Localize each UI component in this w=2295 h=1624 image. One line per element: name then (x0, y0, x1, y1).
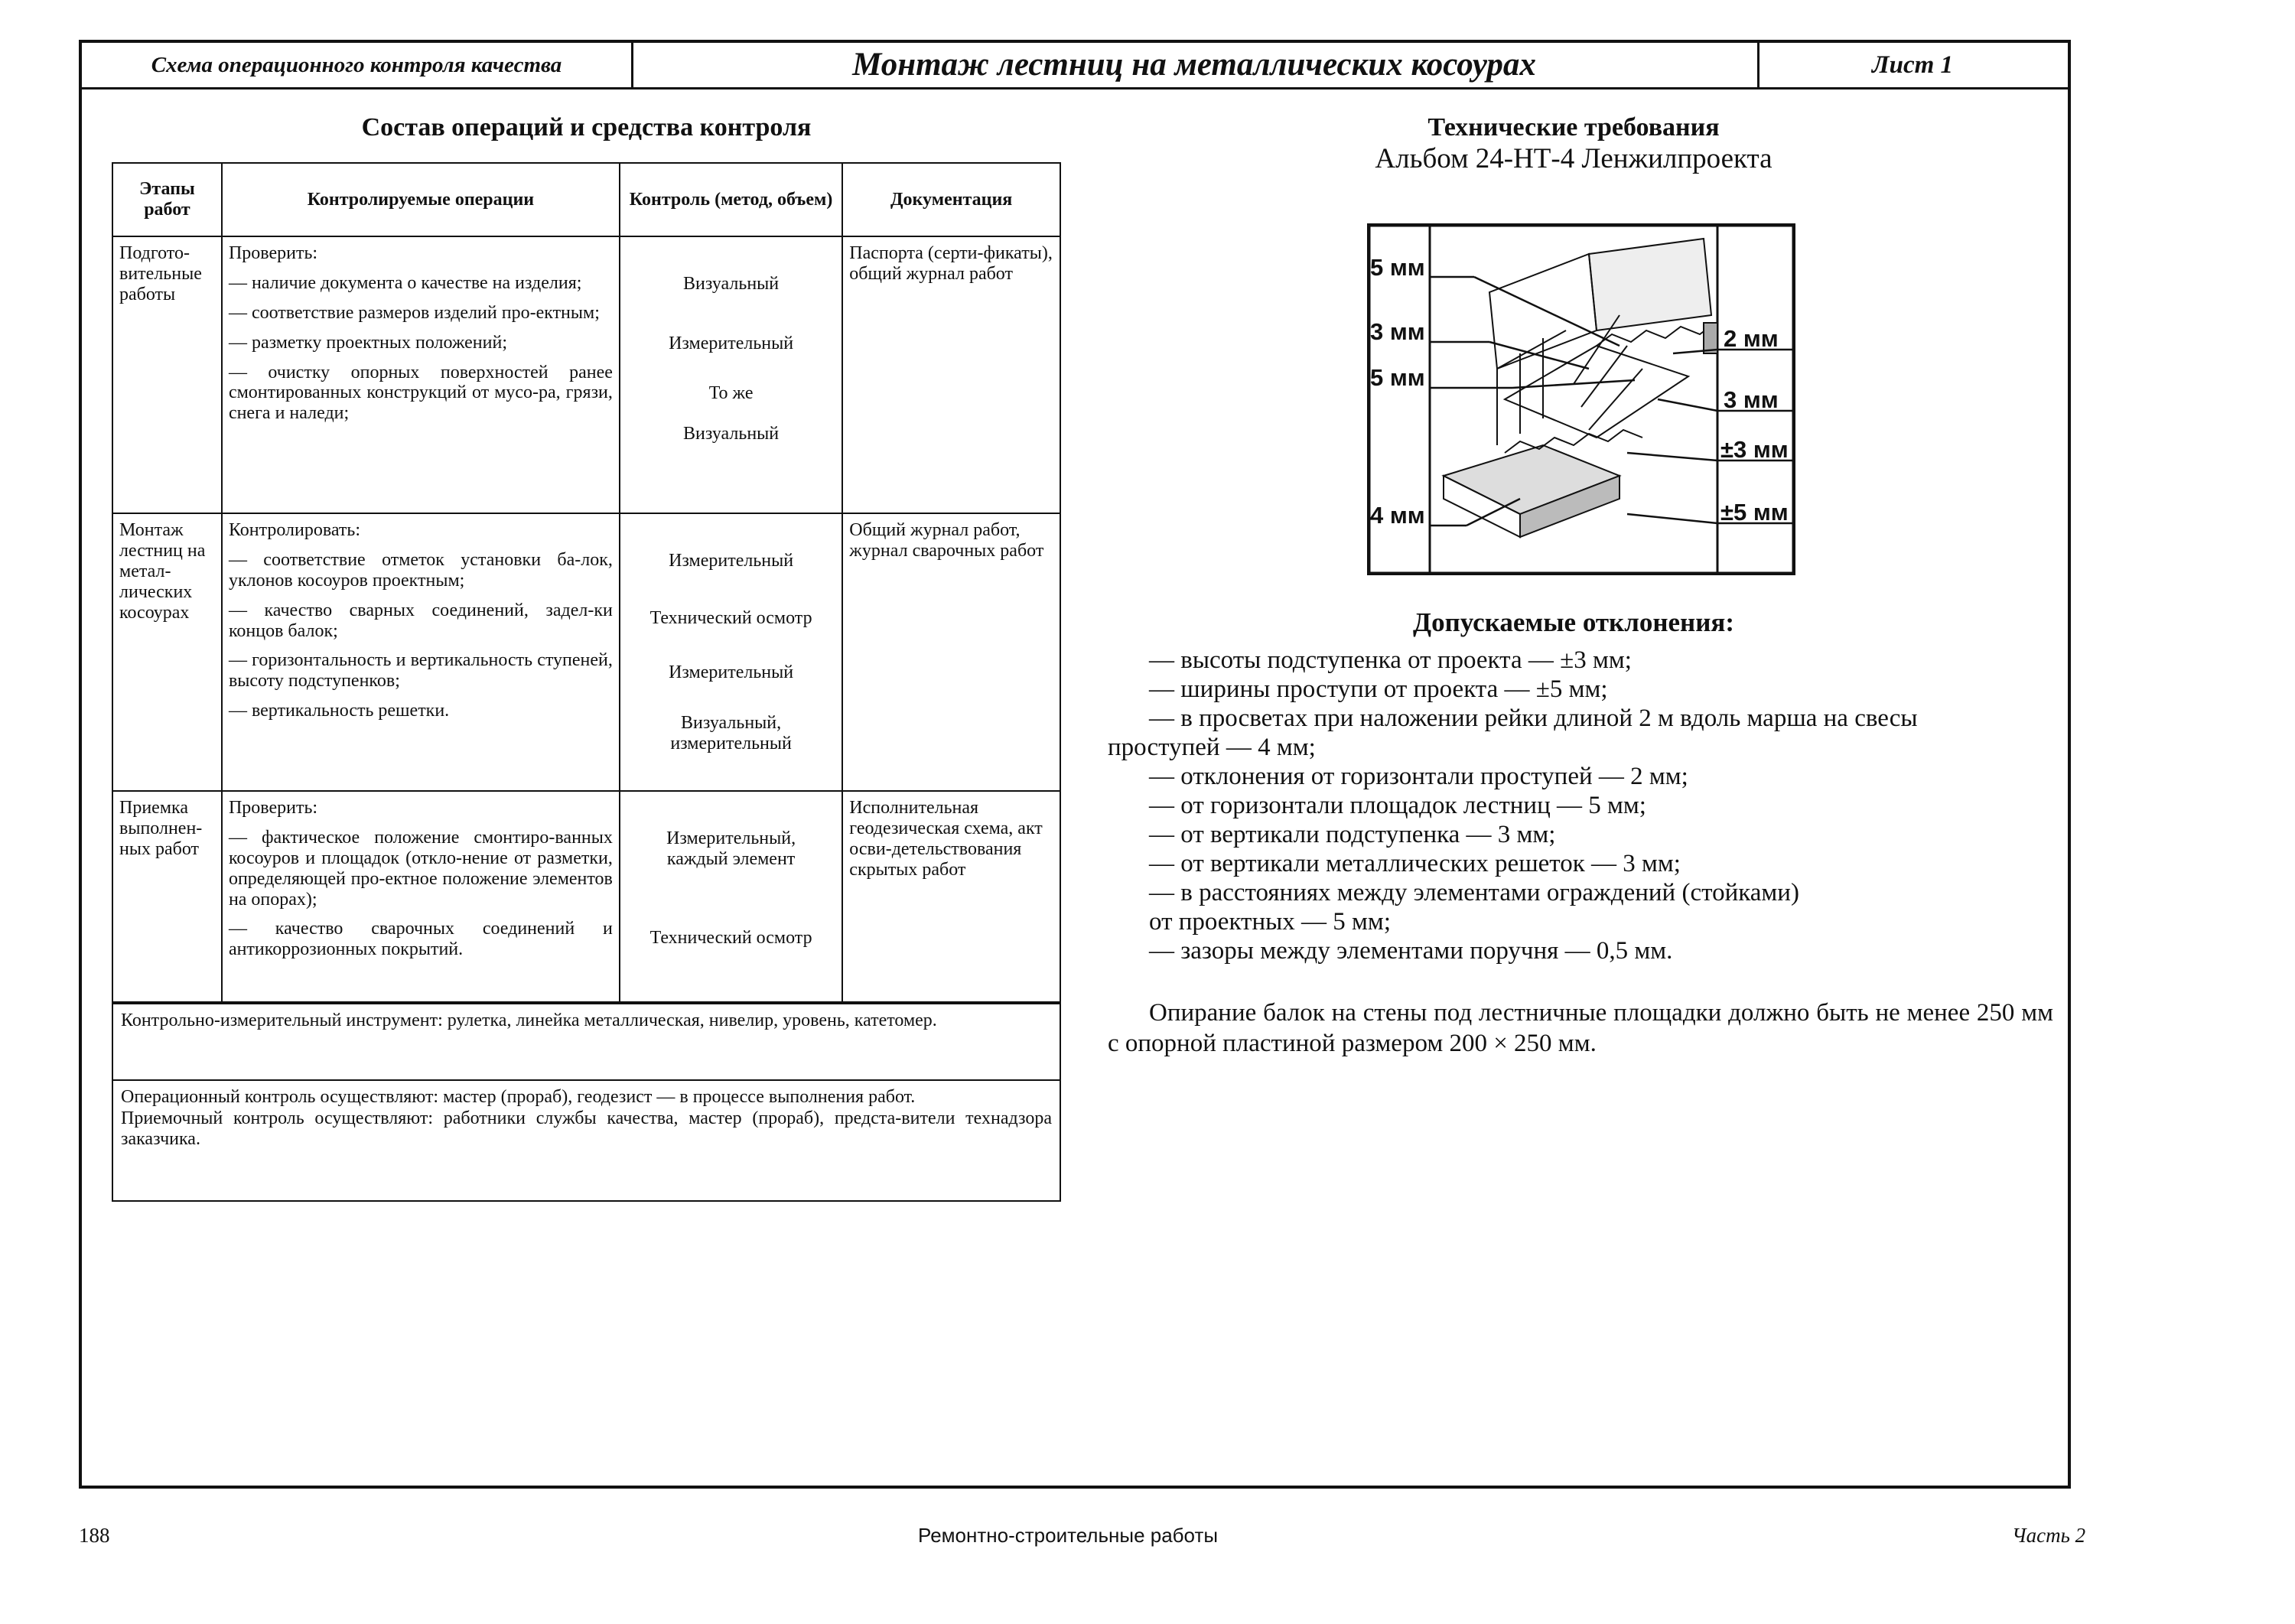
documentation-cell: Исполнительная геодезическая схема, акт осви-детельствования скрытых работ (842, 791, 1060, 1002)
part-label: Часть 2 (2012, 1524, 2086, 1547)
deviation-item: — в расстояниях между элементами ограждений (стойками) (1149, 879, 1799, 906)
table-header-row (112, 163, 1060, 236)
stage-cell: Приемка выполнен-ных работ (112, 791, 222, 1002)
stage-cell: Монтаж лестниц на метал-лических косоурах (112, 513, 222, 791)
operational-control-text: Операционный контроль осуществляют: мастер (прораб), геодезист — в процессе выполнения работ. (121, 1087, 916, 1107)
operation-item: — очистку опорных поверхностей ранее смонтированных конструкций от мусо-ра, грязи, снега и наледи; (228, 362, 613, 424)
operation-intro: Проверить: (228, 798, 318, 818)
control-method: Измерительный, каждый элемент (666, 828, 796, 869)
control-method: Технический осмотр (649, 608, 812, 628)
documentation-cell: Паспорта (серти-фикаты), общий журнал работ (842, 236, 1060, 513)
operation-item: — горизонтальность и вертикальность ступеней, высоту подступенков; (228, 650, 613, 692)
book-title: Ремонтно-строительные работы (918, 1524, 1219, 1547)
deviations-title: Допускаемые отклонения: (1413, 607, 1734, 637)
control-method: То же (708, 383, 754, 403)
requirements-subtitle: Альбом 24-НТ-4 Ленжилпроекта (1375, 143, 1773, 174)
support-note: Опирание балок на стены под лестничные площадки должно быть не менее 250 мм с опорной пластиной размером 200 × 250 мм. (1108, 999, 2053, 1057)
diagram-label: 3 мм (1724, 386, 1779, 413)
operation-item: — качество сварочных соединений и антикоррозионных покрытий. (228, 919, 613, 960)
deviations-list (1108, 646, 2053, 965)
table-row (112, 791, 1060, 1002)
deviation-item: от проектных — 5 мм; (1149, 908, 1391, 936)
control-method: Технический осмотр (649, 928, 812, 948)
instruments-note: Контрольно-измерительный инструмент: рулетка, линейка металлическая, нивелир, уровень, катетомер. (112, 1003, 1061, 1081)
diagram-label: ±5 мм (1720, 499, 1789, 526)
table-row (112, 236, 1060, 513)
col-header-documentation: Документация (842, 163, 1060, 236)
acceptance-control-text: Приемочный контроль осуществляют: работники службы качества, мастер (прораб), предста-вители технадзора заказчика. (121, 1108, 1052, 1150)
control-note (112, 1079, 1061, 1202)
operation-item: — вертикальность решетки. (228, 701, 450, 721)
documentation-cell: Общий журнал работ, журнал сварочных работ (842, 513, 1060, 791)
stage-cell: Подгото-вительные работы (112, 236, 222, 513)
diagram-label: 5 мм (1370, 254, 1425, 281)
document-title: Монтаж лестниц на металлических косоурах (631, 43, 1760, 87)
deviation-item: проступей — 4 мм; (1108, 734, 1316, 761)
diagram-label: 4 мм (1370, 502, 1425, 529)
operations-title: Состав операций и средства контроля (361, 113, 812, 142)
deviation-item: — отклонения от горизонтали проступей — 2 мм; (1149, 763, 1688, 790)
deviation-item: — от горизонтали площадок лестниц — 5 мм; (1149, 792, 1646, 819)
page-frame (79, 40, 2071, 1489)
operation-intro: Проверить: (228, 243, 318, 263)
control-method: Визуальный (683, 274, 780, 294)
requirements-title: Технические требования (1427, 113, 1720, 142)
operation-item: — разметку проектных положений; (228, 332, 507, 353)
control-cell (620, 791, 842, 1002)
operation-item: — фактическое положение смонтиро-ванных косоуров и площадок (откло-нение от разметки, определяющей про-ектное положение элементов на опорах); (228, 827, 613, 910)
deviation-item: — зазоры между элементами поручня — 0,5 мм. (1149, 937, 1673, 965)
control-method: Измерительный (669, 551, 794, 571)
deviation-item: — ширины проступи от проекта — ±5 мм; (1149, 675, 1608, 703)
sheet-label: Лист 1 (1871, 51, 1954, 79)
deviation-item: — высоты подступенка от проекта — ±3 мм; (1149, 646, 1632, 674)
deviation-item: — от вертикали подступенка — 3 мм; (1149, 821, 1556, 848)
operations-table (112, 162, 1061, 1003)
control-method: Измерительный (669, 334, 794, 353)
col-header-stage: Этапы работ (112, 163, 222, 236)
diagram-label: ±3 мм (1720, 436, 1789, 463)
operations-cell (222, 236, 620, 513)
operations-cell (222, 513, 620, 791)
operation-item: — качество сварных соединений, задел-ки концов балок; (228, 600, 613, 641)
scheme-label: Схема операционного контроля качества (82, 43, 633, 87)
control-method: Визуальный (683, 424, 780, 444)
diagram-label: 5 мм (1370, 364, 1425, 391)
operation-intro: Контролировать: (228, 520, 361, 540)
page-number: 188 (79, 1524, 110, 1547)
control-method: Измерительный (669, 662, 794, 682)
operation-item: — наличие документа о качестве на изделия; (228, 272, 582, 293)
deviation-item: — в просветах при наложении рейки длиной 2 м вдоль марша на свесы (1149, 705, 1918, 732)
title-block (82, 43, 2068, 89)
operations-cell (222, 791, 620, 1002)
diagram-label: 3 мм (1370, 318, 1425, 345)
staircase-diagram (1367, 223, 1795, 575)
control-method: Визуальный, измерительный (670, 713, 792, 753)
operation-item: — соответствие размеров изделий про-ектным; (228, 302, 600, 323)
control-cell (620, 513, 842, 791)
diagram-label: 2 мм (1724, 325, 1779, 352)
operation-item: — соответствие отметок установки ба-лок, уклонов косоуров проектным; (228, 549, 613, 591)
deviation-item: — от вертикали металлических решеток — 3 мм; (1149, 850, 1681, 877)
table-row (112, 513, 1060, 791)
control-cell (620, 236, 842, 513)
col-header-control: Контроль (метод, объем) (620, 163, 842, 236)
col-header-operations: Контролируемые операции (222, 163, 620, 236)
